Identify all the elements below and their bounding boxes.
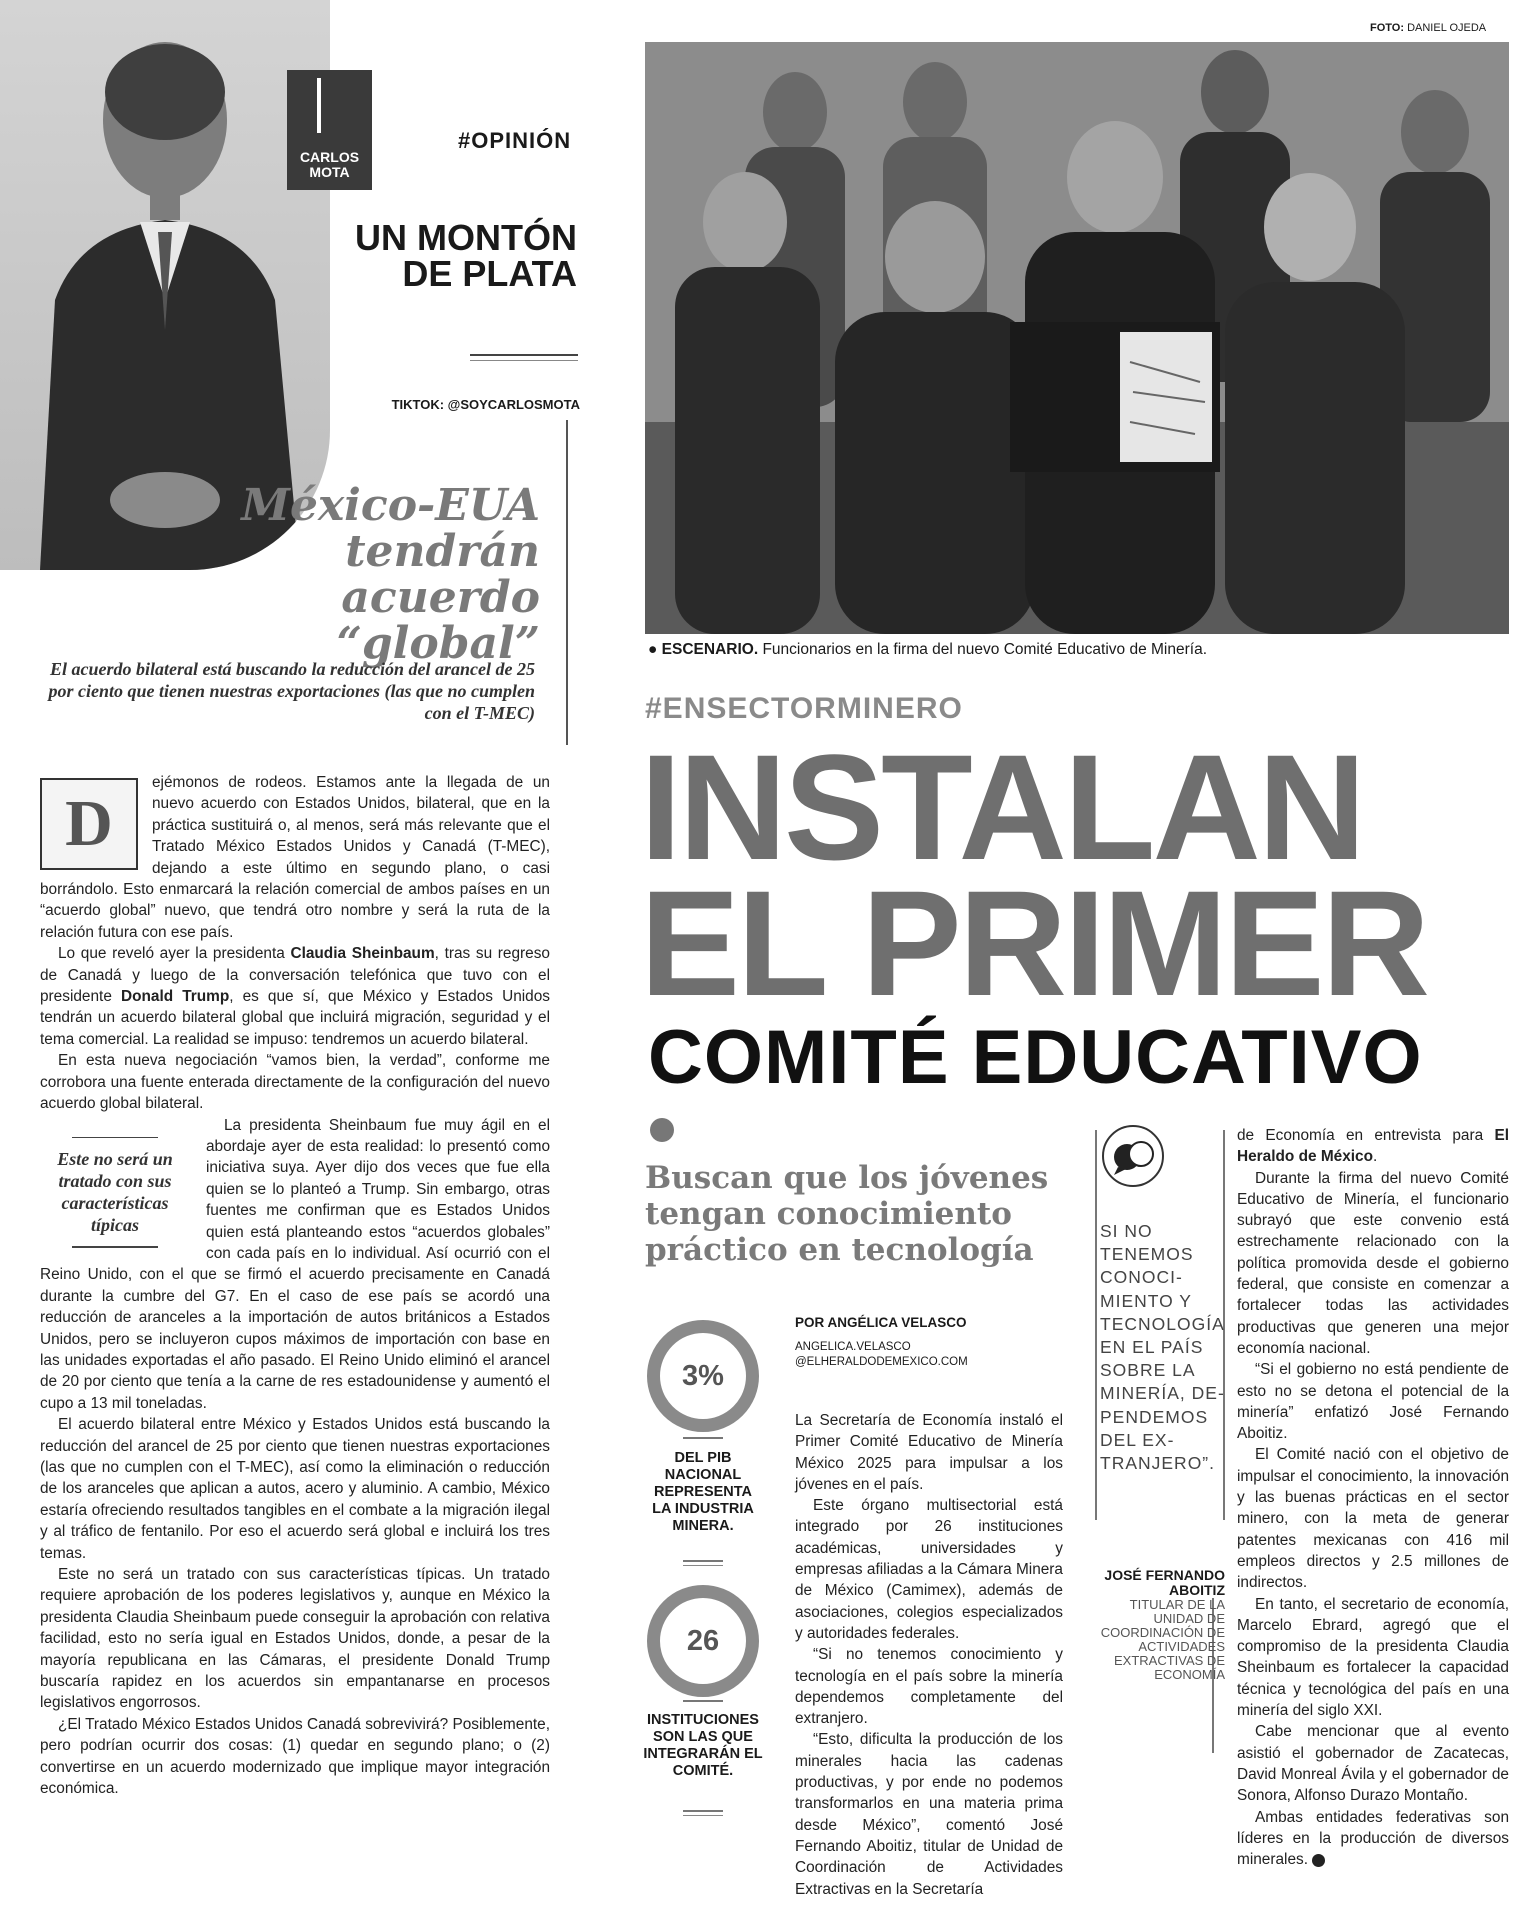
byline: POR ANGÉLICA VELASCO — [795, 1315, 967, 1330]
headline-line-1: INSTALAN — [640, 723, 1364, 891]
opinion-paragraph: La presidenta Sheinbaum fue muy ágil en el abordaje ayer de esta realidad: lo presentó como iniciativa suya. Ayer dijo dos veces que fue ella quien se lo planteó a Trump. Sin embargo, otras fuentes me confirman que es Estados Unidos quien está planteando estos “acuerdos globales” con cada país en lo individual. Así ocurrió con el Reino Unido, con el que se firmó el acuerdo precisamente en Canadá durante la cumbre del G7. En el caso de ese país se acordó una reducción de aranceles a la importación de autos británicos a Estados Unidos, pero se incluyeron cupos máximos de importación con base en las unidades exportadas el año pasado. El Reino Unido eliminó el arancel de 20 por ciento que tenía a la carne de res estadounidense y aumentó el cupo a 13 mil toneladas. — [40, 1116, 550, 1412]
article-paragraph: Ambas entidades federativas son líderes en la producción de diversos minerales. — [1237, 1808, 1509, 1869]
headline-line-3: COMITÉ EDUCATIVO — [648, 1015, 1423, 1100]
article-paragraph: El Comité nació con el objetivo de impulsar el conocimiento, la innovación y las buenas prácticas en el sector minero, con la meta de generar patentes mexicanas con 416 mil empleos directos y 2.5 millones de indirectos. — [1237, 1446, 1509, 1592]
title-rule — [470, 354, 578, 356]
article-paragraph: de Economía en entrevista para El Heraldo de México. — [1237, 1127, 1509, 1166]
article-paragraph: La Secretaría de Economía instaló el Primer Comité Educativo de Minería México 2025 para impulsar a los jóvenes en el país. — [795, 1412, 1063, 1493]
article-body-right — [1237, 1125, 1509, 1870]
photo-caption: ● ESCENARIO. Funcionarios en la firma del nuevo Comité Educativo de Minería. — [648, 641, 1208, 658]
article-body-middle — [795, 1410, 1063, 1900]
opinion-paragraph: El acuerdo bilateral entre México y Estados Unidos está buscando la reducción del arancel de 25 por ciento que tienen nuestras exportaciones (las que no cumplen con el T-MEC), así como la eliminación o reducción de los aranceles que aplican a autos, acero y aluminio. A cambio, México estaría ofreciendo resultados tangibles en el combate a la migración ilegal y al tráfico de fentanilo. Por eso el acuerdo será global e incluirá los tres temas. — [40, 1416, 550, 1562]
article-paragraph: “Esto, dificulta la producción de los minerales hacia las cadenas productivas, y por ende no podemos transformarlos en una materia prima desde México”, comentó José Fernando Aboitiz, titular de Unidad de Coordinación de Actividades Extractivas en la Secretaría — [795, 1731, 1063, 1898]
opinion-paragraph: Este no será un tratado con sus características típicas. Un tratado requiere aprobación de los poderes legislativos y, aunque en México la presidenta Claudia Sheinbaum puede conseguir la aprobación con relativa facilidad, esto no sería igual en Estados Unidos, donde, a pesar de la mayoría republicana en las Cámaras, el presidente Donald Trump buscaría rapidez en los acuerdos sin empantanarse en procesos legislativos engorrosos. — [40, 1566, 550, 1712]
officials-photo — [645, 42, 1509, 634]
opinion-body — [40, 772, 550, 1800]
article-paragraph: Este órgano multisectorial está integrado por 26 instituciones académicas, universidades y empresas afiliadas a la Cámara Minera de México (Camimex), además de asociaciones, colegios especializados y autoridades federales. — [795, 1497, 1063, 1642]
bullet-dot — [650, 1118, 674, 1142]
stat-rule — [683, 1700, 723, 1702]
speech-bubble-icon — [1102, 1125, 1164, 1187]
opinion-dek: El acuerdo bilateral está buscando la reducción del arancel de 25 por ciento que tienen nuestras exportaciones (las que no cumplen con el T-MEC) — [48, 659, 535, 723]
stat-rule — [683, 1437, 723, 1439]
stat-label-pib: DEL PIB NACIONAL REPRESENTA LA INDUSTRIA MINERA. — [652, 1450, 754, 1534]
dropcap: D — [40, 778, 138, 870]
stat-rule — [683, 1565, 723, 1566]
headline-frame — [566, 420, 568, 745]
title-rule-thin — [470, 360, 578, 361]
event-photo — [645, 42, 1509, 634]
byline-email: ANGELICA.VELASCO — [795, 1341, 911, 1353]
opinion-section-tag: #OPINIÓN — [458, 128, 572, 153]
sub-headline: Buscan que los jóvenes tengan conocimiento práctico en tecnología — [645, 1160, 1049, 1268]
opinion-pullquote — [40, 1127, 190, 1258]
pull-quote-text: SI NO TENEMOS CONOCIMIENTO Y TECNOLOGÍA EN EL PAÍS SOBRE LA MINERÍA, DEPENDEMOS DEL EXTRANJERO”. — [1100, 1221, 1224, 1474]
opinion-paragraph: ¿El Tratado México Estados Unidos Canadá sobrevivirá? Posiblemente, pero podrían ocurrir dos cosas: (1) quedar en segundo plano; o (2) convertirse en un acuerdo modernizado que implique mayor integración económica. — [40, 1715, 550, 1798]
headline-line-2: EL PRIMER — [640, 859, 1428, 1027]
article-section-tag: #ENSECTORMINERO — [645, 692, 963, 725]
stat-label-institutions: INSTITUCIONES SON LAS QUE INTEGRARÁN EL COMITÉ. — [643, 1712, 763, 1779]
article-paragraph: “Si no tenemos conocimiento y tecnología en el país sobre la minería dependemos completamente del extranjero. — [795, 1646, 1063, 1728]
opinion-paragraph: Lo que reveló ayer la presidenta Claudia Sheinbaum, tras su regreso de Canadá y luego de la conversación telefónica que tuvo con el presidente Donald Trump, es que sí, que México y Estados Unidos tendrán un acuerdo bilateral global que incluirá migración, seguridad y el tema comercial. La realidad se impuso: tendremos un acuerdo bilateral. — [40, 945, 550, 1048]
column-title: UN MONTÓN DE PLATA — [355, 217, 577, 294]
byline-contact — [795, 1340, 968, 1370]
article-paragraph: Durante la firma del nuevo Comité Educativo de Minería, el funcionario subrayó que este convenio está estrechamente relacionado con la política promovida desde el gobierno federal, que consiste en comenzar a fortalecer todas las actividades productivas que generen una mejor economía nacional. — [1237, 1169, 1509, 1357]
article-paragraph: Cabe mencionar que al evento asistió el gobernador de Zacatecas, David Monreal Ávila y el gobernador de Sonora, Alfonso Durazo Montaño. — [1237, 1723, 1509, 1805]
author-name: CARLOS MOTA — [299, 149, 360, 180]
stat-rule — [683, 1810, 723, 1812]
byline-handle: @ELHERALDODEMEXICO.COM — [795, 1356, 968, 1368]
quote-source-title: TITULAR DE LA UNIDAD DE COORDINACIÓN DE ACTIVIDADES EXTRACTIVAS DE ECONOMÍA — [1100, 1597, 1225, 1682]
opinion-headline: México-EUA tendrán acuerdo “global” — [241, 480, 540, 669]
pullquote-text: Este no será un tratado con sus características típicas — [57, 1149, 173, 1235]
photo-credit: FOTO: DANIEL OJEDA — [1370, 22, 1487, 34]
stat-rule — [683, 1560, 723, 1562]
tiktok-handle: TIKTOK: @SOYCARLOSMOTA — [391, 397, 580, 412]
stat-ring-pib: 3% — [647, 1320, 759, 1432]
stat-rule — [683, 1815, 723, 1816]
end-mark-icon — [1312, 1854, 1325, 1867]
author-badge — [287, 70, 372, 190]
opinion-paragraph: En esta nueva negociación “vamos bien, la verdad”, conforme me corrobora una fuente enterada directamente de la configuración del nuevo acuerdo global bilateral. — [40, 1052, 550, 1113]
article-paragraph: “Si el gobierno no está pendiente de esto no se detona el potencial de la minería” enfatizó José Fernando Aboitiz. — [1237, 1361, 1509, 1443]
quote-source-name: JOSÉ FERNANDO ABOITIZ — [1104, 1567, 1225, 1598]
opinion-paragraph: ejémonos de rodeos. Estamos ante la llegada de un nuevo acuerdo con Estados Unidos, bilateral, que en la práctica sustituirá o, al menos, será más relevante que el Tratado México Estados Unidos y Canadá (T-MEC), dejando a este último en segundo plano, o casi borrándolo. Esto enmarcará la relación comercial de ambos países en un “acuerdo global” nuevo, que tendrá otro nombre y será la ruta de la relación futura con ese país. — [40, 774, 550, 941]
stat-ring-institutions: 26 — [647, 1585, 759, 1697]
article-paragraph: En tanto, el secretario de economía, Marcelo Ebrard, agregó que el compromiso de la presidenta Claudia Sheinbaum es fortalecer la capacidad técnica y tecnológica del país en una minería del siglo XXI. — [1237, 1595, 1509, 1720]
